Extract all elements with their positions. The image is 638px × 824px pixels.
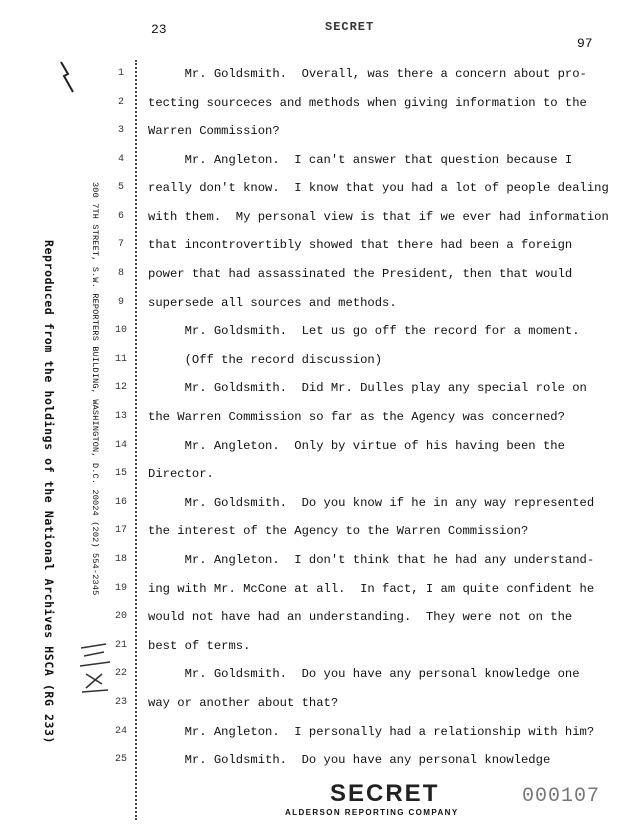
transcript-line: that incontrovertibly showed that there had been a foreign <box>148 238 573 252</box>
transcript-line: way or another about that? <box>148 696 339 710</box>
line-number: 3 <box>117 125 124 136</box>
line-number: 23 <box>114 697 127 708</box>
transcript-line: Mr. Angleton. Only by virtue of his having been the <box>148 439 565 453</box>
line-number: 16 <box>114 497 127 508</box>
line-number: 1 <box>117 68 124 79</box>
page-number-left: 23 <box>151 22 167 37</box>
handwritten-initials-icon <box>76 640 114 700</box>
line-number: 15 <box>114 468 127 479</box>
transcript-line: the Warren Commission so far as the Agency was concerned? <box>148 410 565 424</box>
margin-mark-icon <box>58 60 76 94</box>
transcript-line: Mr. Angleton. I don't think that he had any understand- <box>148 553 595 567</box>
transcript-line: ing with Mr. McCone at all. In fact, I am quite confident he <box>148 582 595 596</box>
transcript-line: with them. My personal view is that if we ever had information <box>148 210 609 224</box>
transcript-line: tecting sourceces and methods when giving information to the <box>148 96 587 110</box>
transcript-line: (Off the record discussion) <box>148 353 383 367</box>
line-number: 22 <box>114 668 127 679</box>
transcript-line: really don't know. I know that you had a lot of people dealing <box>148 181 609 195</box>
transcript-line: the interest of the Agency to the Warren Commission? <box>148 524 529 538</box>
line-number: 14 <box>114 440 127 451</box>
line-number: 9 <box>117 297 124 308</box>
line-number: 8 <box>117 268 124 279</box>
reporting-company-name: ALDERSON REPORTING COMPANY <box>285 808 459 817</box>
transcript-line: Mr. Goldsmith. Do you have any personal knowledge one <box>148 667 580 681</box>
transcript-line: Mr. Goldsmith. Let us go off the record for a moment. <box>148 324 580 338</box>
line-number: 17 <box>114 525 127 536</box>
bottom-classification-stamp: SECRET <box>330 780 440 807</box>
transcript-line: supersede all sources and methods. <box>148 296 397 310</box>
line-number: 18 <box>114 554 127 565</box>
transcript-line: best of terms. <box>148 639 251 653</box>
transcript-line: Mr. Angleton. I can't answer that question because I <box>148 153 573 167</box>
line-number: 7 <box>117 239 124 250</box>
line-number: 20 <box>114 611 127 622</box>
archive-reproduction-note: Reproduced from the holdings of the National Archives HSCA (RG 233) <box>42 240 56 745</box>
transcript-line: Mr. Goldsmith. Do you know if he in any way represented <box>148 496 595 510</box>
transcript-line: Mr. Angleton. I personally had a relationship with him? <box>148 725 595 739</box>
left-margin-rule <box>135 60 137 820</box>
reporter-address-note: 300 7TH STREET, S.W. REPORTERS BUILDING, WASHINGTON, D.C. 20024 (202) 554-2345 <box>90 182 100 596</box>
transcript-line: Mr. Goldsmith. Did Mr. Dulles play any special role on <box>148 381 587 395</box>
transcript-line: Mr. Goldsmith. Overall, was there a concern about pro- <box>148 67 587 81</box>
transcript-line: power that had assassinated the President, then that would <box>148 267 573 281</box>
line-number: 6 <box>117 211 124 222</box>
line-number: 19 <box>114 583 127 594</box>
transcript-line: Mr. Goldsmith. Do you have any personal knowledge <box>148 753 551 767</box>
line-number: 4 <box>117 154 124 165</box>
transcript-line: Warren Commission? <box>148 124 280 138</box>
transcript-line: would not have had an understanding. They were not on the <box>148 610 573 624</box>
line-number: 12 <box>114 382 127 393</box>
line-number: 11 <box>114 354 127 365</box>
line-number: 25 <box>114 754 127 765</box>
line-number: 2 <box>117 97 124 108</box>
line-number: 5 <box>117 182 124 193</box>
transcript-line: Director. <box>148 467 214 481</box>
top-classification-stamp: SECRET <box>325 20 375 34</box>
line-number: 13 <box>114 411 127 422</box>
line-number: 10 <box>114 325 127 336</box>
line-number: 21 <box>114 640 127 651</box>
page-number-right: 97 <box>577 36 593 51</box>
document-number: 000107 <box>522 785 601 808</box>
line-number: 24 <box>114 726 127 737</box>
